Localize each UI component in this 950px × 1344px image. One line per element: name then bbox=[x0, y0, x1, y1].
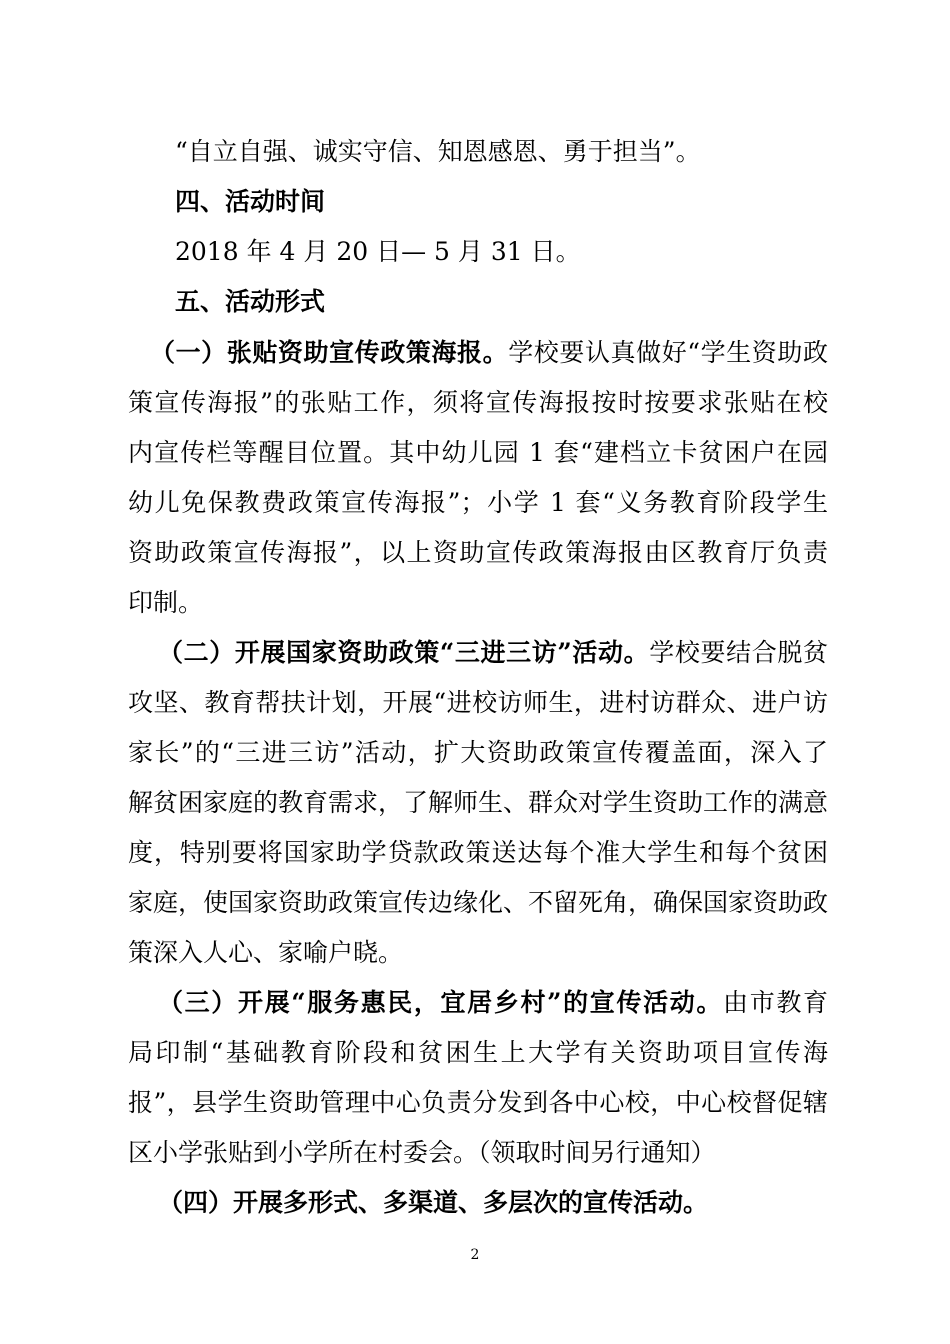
text: 资助政策宣传海报”，以上资助宣传政策海报由区教育厅负责 bbox=[128, 538, 828, 567]
text: 攻坚、教育帮扶计划，开展“进校访师生，进村访群众、进户访 bbox=[128, 688, 828, 717]
text: 家庭，使国家资助政策宣传边缘化、不留死角，确保国家资助政 bbox=[128, 888, 829, 917]
text: 由市教育 bbox=[723, 988, 828, 1017]
paragraph-line bbox=[175, 135, 735, 169]
paragraph-line bbox=[128, 1036, 828, 1070]
text: 2018 年 4 月 20 日— 5 月 31 日。 bbox=[175, 237, 581, 266]
page-number: 2 bbox=[470, 1247, 480, 1263]
paragraph-line bbox=[128, 836, 828, 870]
paragraph-line bbox=[158, 636, 828, 670]
paragraph-line bbox=[128, 486, 828, 520]
section-heading bbox=[175, 285, 575, 319]
paragraph-line bbox=[128, 786, 828, 820]
paragraph-line bbox=[128, 686, 828, 720]
subheading-text: （二）开展国家资助政策“三进三访”活动。 bbox=[158, 638, 650, 667]
paragraph-line bbox=[175, 235, 581, 269]
text: 区小学张贴到小学所在村委会。（领取时间另行通知） bbox=[128, 1138, 716, 1167]
paragraph-line bbox=[128, 1136, 828, 1170]
text: 策宣传海报”的张贴工作，须将宣传海报按时按要求张贴在校 bbox=[128, 388, 828, 417]
paragraph-line bbox=[128, 436, 828, 470]
text: 印制。 bbox=[128, 588, 204, 617]
text: “自立自强、诚实守信、知恩感恩、勇于担当”。 bbox=[175, 137, 701, 166]
subheading-text: （一）张贴资助宣传政策海报。 bbox=[150, 338, 509, 367]
text: 策深入人心、家喻户晓。 bbox=[128, 938, 404, 967]
paragraph-line bbox=[158, 986, 828, 1020]
text: 局印制“基础教育阶段和贫困生上大学有关资助项目宣传海 bbox=[128, 1038, 828, 1067]
paragraph-line bbox=[128, 936, 828, 970]
paragraph-line bbox=[128, 586, 828, 620]
subheading-text: （三）开展“服务惠民，宜居乡村”的宣传活动。 bbox=[158, 988, 724, 1017]
paragraph-line bbox=[128, 536, 828, 570]
section-heading bbox=[175, 185, 575, 219]
paragraph-line bbox=[128, 1086, 828, 1120]
paragraph-line bbox=[128, 736, 828, 770]
paragraph-line bbox=[128, 386, 828, 420]
paragraph-line bbox=[150, 336, 828, 370]
text: 学校要认真做好“学生资助政 bbox=[508, 338, 828, 367]
text: 报”，县学生资助管理中心负责分发到各中心校，中心校督促辖 bbox=[128, 1088, 828, 1117]
subheading-text: （四）开展多形式、多渠道、多层次的宣传活动。 bbox=[158, 1188, 709, 1217]
paragraph-line bbox=[158, 1186, 828, 1220]
text: 解贫困家庭的教育需求，了解师生、群众对学生资助工作的满意 bbox=[128, 788, 829, 817]
paragraph-line bbox=[128, 886, 828, 920]
text: 度，特别要将国家助学贷款政策送达每个准大学生和每个贫困 bbox=[128, 838, 828, 867]
heading-text: 五、活动形式 bbox=[175, 287, 326, 316]
text: 内宣传栏等醒目位置。其中幼儿园 1 套“建档立卡贫困户在园 bbox=[128, 438, 828, 467]
text: 幼儿免保教费政策宣传海报”；小学 1 套“义务教育阶段学生 bbox=[128, 488, 828, 517]
text: 学校要结合脱贫 bbox=[649, 638, 828, 667]
text: 家长”的“三进三访”活动，扩大资助政策宣传覆盖面，深入了 bbox=[128, 738, 828, 767]
heading-text: 四、活动时间 bbox=[175, 187, 326, 216]
